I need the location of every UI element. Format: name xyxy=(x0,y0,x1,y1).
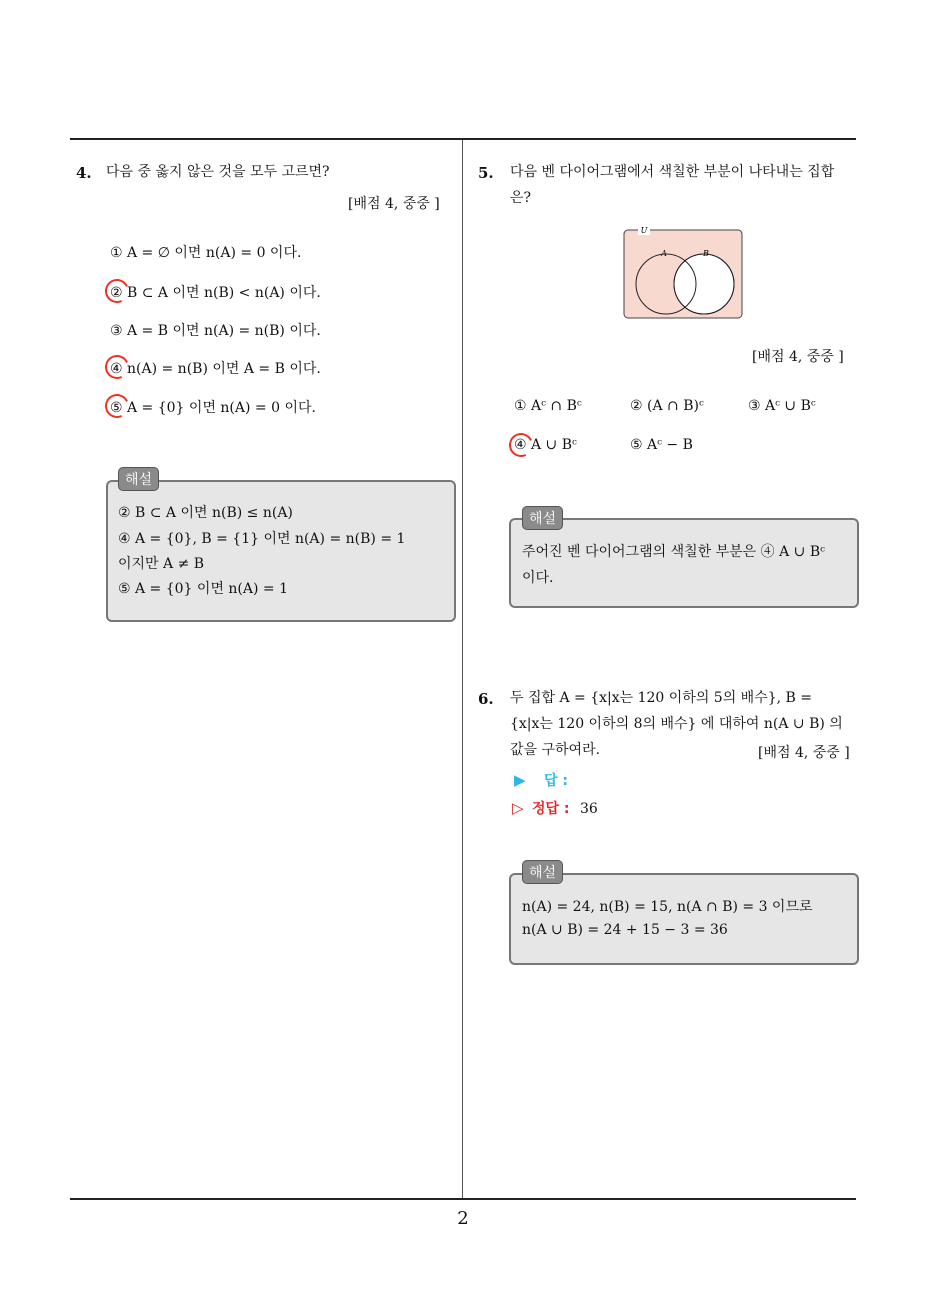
q6-text-line-3: 값을 구하여라. xyxy=(510,742,601,758)
q4-choice-1[interactable]: ① A = ∅ 이면 n(A) = 0 이다. xyxy=(110,245,302,261)
venn-set-b-label: B xyxy=(703,249,709,258)
q5-score: [배점 4, 중중 ] xyxy=(752,349,844,365)
q4-choice-4[interactable]: ④ n(A) = n(B) 이면 A = B 이다. xyxy=(110,361,321,377)
q5-text-line-2: 은? xyxy=(510,190,532,206)
q5-solution-box xyxy=(509,518,859,608)
q6-correct-row xyxy=(512,798,598,818)
q5-choice-2[interactable]: ② (A ∩ B)ᶜ xyxy=(630,398,704,414)
q4-solution-line-2: ④ A = {0}, B = {1} 이면 n(A) = n(B) = 1 xyxy=(118,531,406,547)
q6-correct-label: 정답 : xyxy=(532,801,570,817)
q6-score: [배점 4, 중중 ] xyxy=(758,745,850,761)
q4-solution-line-4: ⑤ A = {0} 이면 n(A) = 1 xyxy=(118,581,289,597)
q4-choice-2[interactable]: ② B ⊂ A 이면 n(B) < n(A) 이다. xyxy=(110,285,321,301)
q4-choice-5[interactable]: ⑤ A = {0} 이면 n(A) = 0 이다. xyxy=(110,400,316,416)
bottom-rule xyxy=(70,1198,856,1200)
q6-answer-label: 답 : xyxy=(544,773,568,789)
q4-score: [배점 4, 중중 ] xyxy=(348,196,440,212)
q6-solution-tag: 해설 xyxy=(522,860,563,884)
q4-solution-tag: 해설 xyxy=(118,467,159,491)
q6-answer-row xyxy=(514,770,568,790)
q6-text-line-2: {x|x는 120 이하의 8의 배수} 에 대하여 n(A ∪ B) 의 xyxy=(510,716,843,732)
play-outline-icon: ▷ xyxy=(512,799,524,817)
q4-text: 다음 중 옳지 않은 것을 모두 고르면? xyxy=(106,164,330,180)
venn-set-a-label: A xyxy=(661,249,667,258)
q6-solution-box xyxy=(509,873,859,965)
page-number: 2 xyxy=(457,1208,469,1229)
q4-number: 4. xyxy=(76,164,92,182)
venn-diagram xyxy=(620,226,746,322)
q6-number: 6. xyxy=(478,690,494,708)
q4-choice-3[interactable]: ③ A = B 이면 n(A) = n(B) 이다. xyxy=(110,323,321,339)
q5-choice-1[interactable]: ① Aᶜ ∩ Bᶜ xyxy=(514,398,582,414)
q5-text-line-1: 다음 벤 다이어그램에서 색칠한 부분이 나타내는 집합 xyxy=(510,164,835,180)
play-filled-icon: ▶ xyxy=(514,771,526,789)
q6-correct-value: 36 xyxy=(579,801,598,817)
top-rule xyxy=(70,138,856,140)
q4-solution-line-3: 이지만 A ≠ B xyxy=(118,556,205,572)
q5-choice-4[interactable]: ④ A ∪ Bᶜ xyxy=(514,437,577,453)
q5-number: 5. xyxy=(478,164,494,182)
column-divider xyxy=(462,140,463,1200)
q4-solution-line-1: ② B ⊂ A 이면 n(B) ≤ n(A) xyxy=(118,505,293,521)
venn-universe-label: U xyxy=(640,226,648,235)
q5-choice-3[interactable]: ③ Aᶜ ∪ Bᶜ xyxy=(748,398,816,414)
q5-solution-tag: 해설 xyxy=(522,506,563,530)
q6-solution-line-1: n(A) = 24, n(B) = 15, n(A ∩ B) = 3 이므로 xyxy=(522,899,813,915)
q5-solution-line-2: 이다. xyxy=(522,570,554,586)
q6-text-line-1: 두 집합 A = {x|x는 120 이하의 5의 배수}, B = xyxy=(510,690,813,706)
q6-solution-line-2: n(A ∪ B) = 24 + 15 − 3 = 36 xyxy=(522,922,728,938)
q5-choice-5[interactable]: ⑤ Aᶜ − B xyxy=(630,437,693,453)
q5-solution-line-1: 주어진 벤 다이어그램의 색칠한 부분은 ④ A ∪ Bᶜ xyxy=(522,544,825,560)
